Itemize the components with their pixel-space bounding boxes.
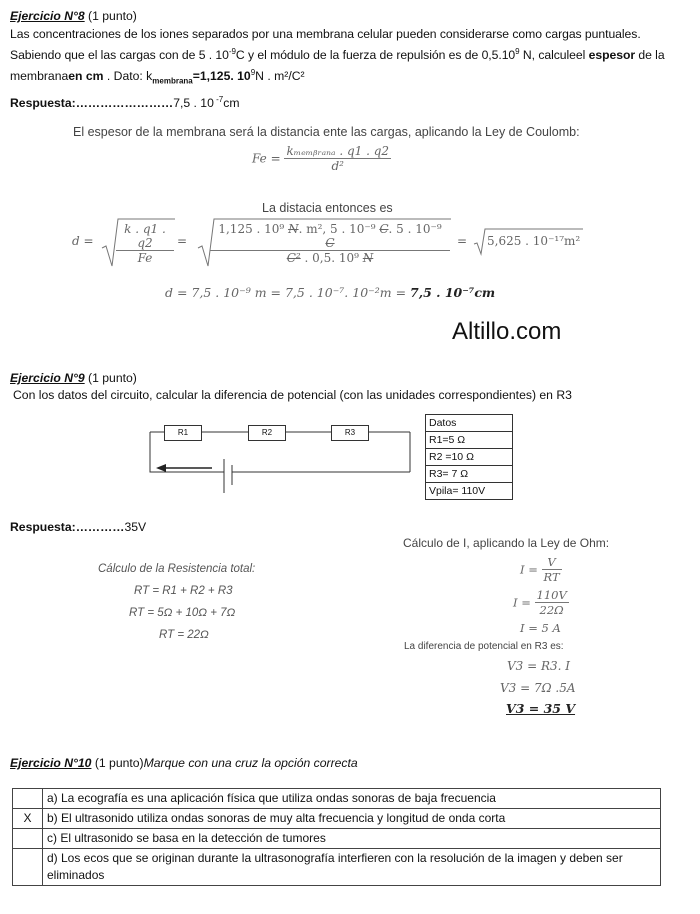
i-formula-1: I = $\frac{V}{RT}$ [520,555,560,584]
ej8-coulomb-formula: Fe = $\frac{\text{kₘₑₘᵦᵣₐₙₐ . q1 . q2}}{\text{d²}}$ [252,144,390,173]
datos-r1: R1=5 Ω [426,432,513,449]
ej9-answer-value: 35V [124,520,147,534]
resistor-r2: R2 [248,425,286,441]
option-d-mark[interactable] [13,849,43,886]
ej10-heading: Ejercicio N°10 (1 punto)Marque con una cruz la opción correcta [10,756,358,770]
ej8-title: Ejercicio N°8 [10,9,85,23]
option-row-d[interactable] [13,849,661,886]
option-d-text: d) Los ecos que se originan durante la ultrasonografía interfieren con la resolución de la imagen y deben ser eliminados [43,849,661,886]
option-a-text: a) La ecografía es una aplicación física que utiliza ondas sonoras de baja frecuencia [43,789,661,809]
option-c-text: c) El ultrasonido se basa en la detección de tumores [43,829,661,849]
ej8-line3: membranaen cm . Dato: $k_{membrana}=1,125$. $10^9N$ . m²/C² [10,68,305,86]
resistor-r3: R3 [331,425,369,441]
resistor-r1: R1 [164,425,202,441]
rt-calculation [98,558,255,646]
ej8-heading [10,7,137,25]
ej8-answer: Respuesta:……………………7,5 . 10 $^{-7}$cm [10,95,240,111]
v3-line-2: V3 = 7Ω .5A [500,681,576,695]
datos-r3: R3= 7 Ω [426,466,513,483]
ej8-answer-label: Respuesta: [10,96,76,111]
ej9-heading: Ejercicio N°9 (1 punto) [10,371,137,385]
datos-table [425,414,513,500]
datos-r2: R2 =10 Ω [426,449,513,466]
i-title: Cálculo de I, aplicando la Ley de Ohm: [403,536,610,550]
rt-line-3: RT = 22Ω [159,629,209,641]
option-b-text: b) El ultrasonido utiliza ondas sonoras de muy alta frecuencia y longitud de onda corta [43,809,661,829]
ej9-answer-label: Respuesta: [10,520,76,534]
ej8-line2: Sabiendo que el las cargas con de 5 . $10^{-9}C$ y el módulo de la fuerza de repulsión es de 0,5.10$^9$ N, calculeel espesor de la [10,47,665,63]
option-b-mark[interactable]: X [13,809,43,829]
ej8-distance-formula: d = $\frac{k . q1 . q2}{Fe}$ = $\frac{\text{1,125 . 10⁹ N. m², 5 . 10⁻⁹ C. 5 . 10⁻⁹ C}}{\text{C² . 0,5. 10⁹ N}}$ = 5,625 . 10⁻¹⁷m² [72,216,612,266]
v3-title: La diferencia de potencial en R3 es: [404,641,564,652]
ej9-title: Ejercicio N°9 [10,371,85,385]
ej10-title: Ejercicio N°10 [10,756,92,770]
i-formula-2: I = $\frac{110V}{22\Omega}$ [513,588,567,617]
option-a-mark[interactable] [13,789,43,809]
v3-final: V3 = 35 V [506,701,576,716]
option-row-c[interactable] [13,829,661,849]
ej8-line1: Las concentraciones de los iones separados por una membrana celular pueden considerarse como cargas puntuales. [10,27,641,41]
i-result: I = 5 A [520,621,561,635]
rt-title: Cálculo de la Resistencia total: [98,563,256,575]
options-table [12,788,661,886]
rt-line-1: RT = R1 + R2 + R3 [134,585,233,597]
ej8-answer-value: 7,5 . 10 [173,96,214,111]
option-row-a[interactable] [13,789,661,809]
ej8-final-result: d = 7,5 . 10⁻⁹ m = 7,5 . 10⁻⁷. 10⁻²m = 7,5 . 10⁻⁷cm [165,285,496,300]
option-row-b[interactable] [13,809,661,829]
ej9-prompt: Con los datos del circuito, calcular la diferencia de potencial (con las unidades correspondientes) en R3 [13,388,572,402]
ej8-explanation-2: La distacia entonces es [262,201,393,215]
altillo-watermark: Altillo.com [452,318,562,345]
datos-vpila: Vpila= 110V [426,483,513,500]
ej8-explanation-1: El espesor de la membrana será la distancia ente las cargas, aplicando la Ley de Coulomb: [73,125,580,139]
ej9-answer: Respuesta:…………35V [10,520,147,534]
ej8-points: (1 punto) [84,9,137,23]
ej10-prompt: Marque con una cruz la opción correcta [143,756,358,770]
v3-line-1: V3 = R3. I [507,659,571,673]
circuit-diagram [140,415,420,495]
datos-header: Datos [426,415,513,432]
rt-line-2: RT = 5Ω + 10Ω + 7Ω [129,607,236,619]
option-c-mark[interactable] [13,829,43,849]
ej8-statement [10,25,696,91]
